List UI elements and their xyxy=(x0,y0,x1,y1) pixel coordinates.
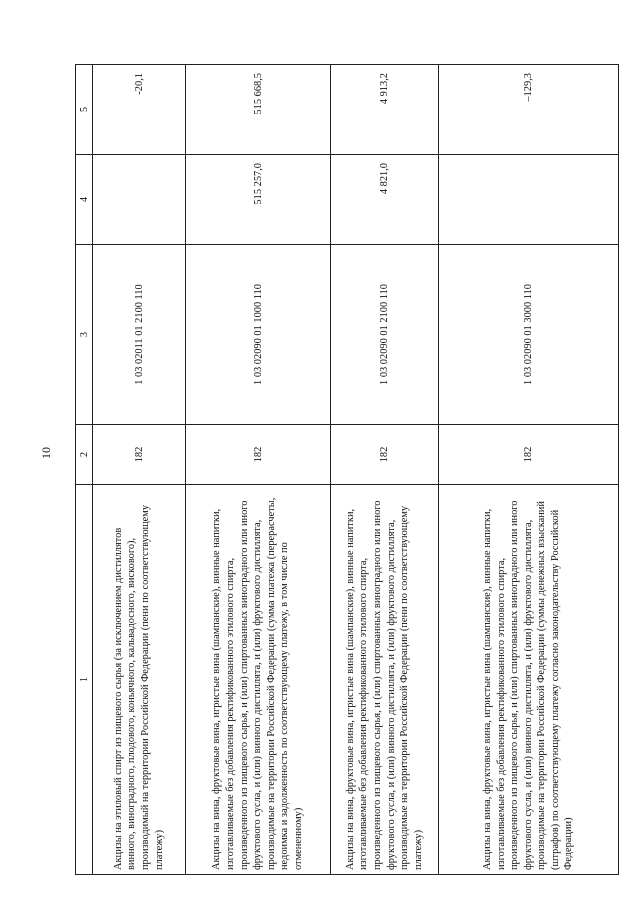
revenue-table-frame xyxy=(75,65,615,875)
row-admin-code: 182 xyxy=(186,425,331,485)
row-amount-col-4: 515 257,0 xyxy=(186,155,331,245)
row-description: Акцизы на вина, фруктовые вина, игристые вина (шампанские), винные напитки, изготавливаемые без добавления ректификованного этилового спирта, произведенного из пищевого сырья, и (или) спиртованных виноградного или иного фруктового сусла, и (или) винного дистиллята, и (или) фруктового дистиллята, производимые на территории Российской Федерации (пени по соответствующему платежу) xyxy=(331,485,439,875)
header-col-4: 4 xyxy=(76,155,93,245)
row-description: Акцизы на вина, фруктовые вина, игристые вина (шампанские), винные напитки, изготавливаемые без добавления ректификованного этилового спирта, произведенного из пищевого сырья, и (или) спиртованных виноградного или иного фруктового сусла, и (или) винного дистиллята, и (или) фруктового дистиллята, производимые на территории Российской Федерации (сумма платежа (перерасчеты, недоимка и задолженность по соответствующему платежу, в том числе по отмененному) xyxy=(186,485,331,875)
row-budget-code: 1 03 02090 01 3000 110 xyxy=(439,245,619,425)
row-admin-code: 182 xyxy=(331,425,439,485)
row-amount-col-5: 4 913,2 xyxy=(331,65,439,155)
row-amount-col-4: 4 821,0 xyxy=(331,155,439,245)
row-description: Акцизы на этиловый спирт из пищевого сырья (за исключением дистиллятов винного, виноградного, плодового, коньячного, кальвадосного, вискового), производимый на территории Российской Федерации (пени по соответствующему платежу) xyxy=(93,485,186,875)
row-budget-code: 1 03 02090 01 1000 110 xyxy=(186,245,331,425)
table-row xyxy=(93,65,186,875)
row-amount-col-5: -20,1 xyxy=(93,65,186,155)
page-number: 10 xyxy=(39,447,53,459)
row-budget-code: 1 03 02090 01 2100 110 xyxy=(331,245,439,425)
row-description: Акцизы на вина, фруктовые вина, игристые вина (шампанские), винные напитки, изготавливаемые без добавления ректификованного этилового спирта, произведенного из пищевого сырья, и (или) спиртованных виноградного или иного фруктового сусла, и (или) винного дистиллята, и (или) фруктового дистиллята, производимые на территории Российской Федерации (суммы денежных взысканий (штрафов) по соответствующему платежу согласно законодательству Российской Федерации) xyxy=(439,485,619,875)
header-col-2: 2 xyxy=(76,425,93,485)
header-col-1: 1 xyxy=(76,485,93,875)
table-row xyxy=(186,65,331,875)
table-row xyxy=(439,65,619,875)
table-header-row xyxy=(76,65,93,875)
revenue-table xyxy=(75,64,619,875)
row-amount-col-5: –129,3 xyxy=(439,65,619,155)
row-amount-col-4 xyxy=(439,155,619,245)
header-col-3: 3 xyxy=(76,245,93,425)
row-amount-col-4 xyxy=(93,155,186,245)
row-budget-code: 1 03 02011 01 2100 110 xyxy=(93,245,186,425)
row-admin-code: 182 xyxy=(93,425,186,485)
row-admin-code: 182 xyxy=(439,425,619,485)
header-col-5: 5 xyxy=(76,65,93,155)
row-amount-col-5: 515 668,5 xyxy=(186,65,331,155)
table-row xyxy=(331,65,439,875)
